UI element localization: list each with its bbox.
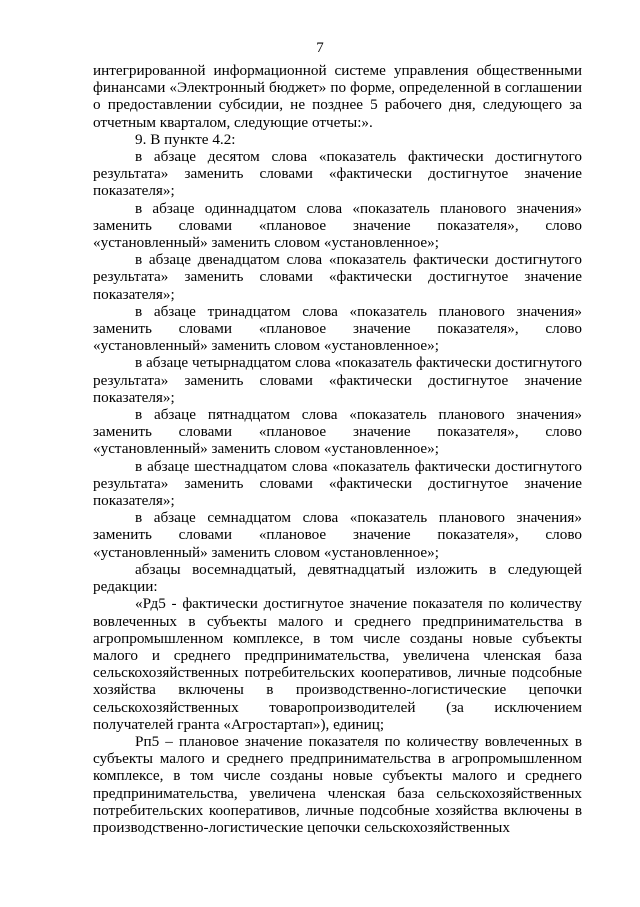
- paragraph-continuation: интегрированной информационной системе управления общественными финансами «Электронный бюджет» по форме, определенной в соглашении о предоставлении субсидии, не позднее 5 рабочего дня, следующего за отчетным кварталом, следующие отчеты:».: [93, 62, 582, 131]
- paragraph-amend-18-19: абзацы восемнадцатый, девятнадцатый изложить в следующей редакции:: [93, 560, 582, 596]
- page-number: 7: [316, 40, 324, 56]
- paragraph-amend-11: в абзаце одиннадцатом слова «показатель планового значения» заменить словами «плановое значение показателя», слово «установленный» заменить словом «установленное»;: [93, 199, 582, 252]
- paragraph-amend-17: в абзаце семнадцатом слова «показатель планового значения» заменить словами «плановое значение показателя», слово «установленный» заменить словом «установленное»;: [93, 509, 582, 561]
- paragraph-amend-16: в абзаце шестнадцатом слова «показатель фактически достигнутого результата» заменить словами «фактически достигнутое значение показателя»;: [93, 457, 582, 510]
- document-body: [93, 62, 582, 836]
- paragraph-amend-13: в абзаце тринадцатом слова «показатель планового значения» заменить словами «плановое значение показателя», слово «установленный» заменить словом «установленное»;: [93, 302, 582, 355]
- paragraph-amend-10: в абзаце десятом слова «показатель фактически достигнутого результата» заменить словами «фактически достигнутое значение показателя»;: [93, 148, 582, 200]
- paragraph-definition-rp5: Рп5 – плановое значение показателя по количеству вовлеченных в субъекты малого и среднего предпринимательства в агропромышленном комплексе, в том числе созданы новые субъекты малого и среднего предпринимательства, увеличена членская база сельскохозяйственных потребительских кооперативов, личные подсобные хозяйства включены в производственно-логистические цепочки сельскохозяйственных: [93, 732, 582, 836]
- paragraph-amend-15: в абзаце пятнадцатом слова «показатель планового значения» заменить словами «плановое значение показателя», слово «установленный» заменить словом «установленное»;: [93, 406, 582, 458]
- paragraph-definition-rd5: «Рд5 - фактически достигнутое значение показателя по количеству вовлеченных в субъекты малого и среднего предпринимательства в агропромышленном комплексе, в том числе созданы новые субъекты малого и среднего предпринимательства, увеличена членская база сельскохозяйственных потребительских кооперативов, личные подсобные хозяйства включены в производственно-логистические цепочки сельскохозяйственных товаропроизводителей (за исключением получателей гранта «Агростартап»), единиц;: [93, 595, 582, 733]
- paragraph-item-9: 9. В пункте 4.2:: [135, 130, 236, 148]
- paragraph-amend-14: в абзаце четырнадцатом слова «показатель фактически достигнутого результата» заменить словами «фактически достигнутое значение показателя»;: [93, 354, 582, 406]
- paragraph-amend-12: в абзаце двенадцатом слова «показатель фактически достигнутого результата» заменить словами «фактически достигнутое значение показателя»;: [93, 251, 582, 303]
